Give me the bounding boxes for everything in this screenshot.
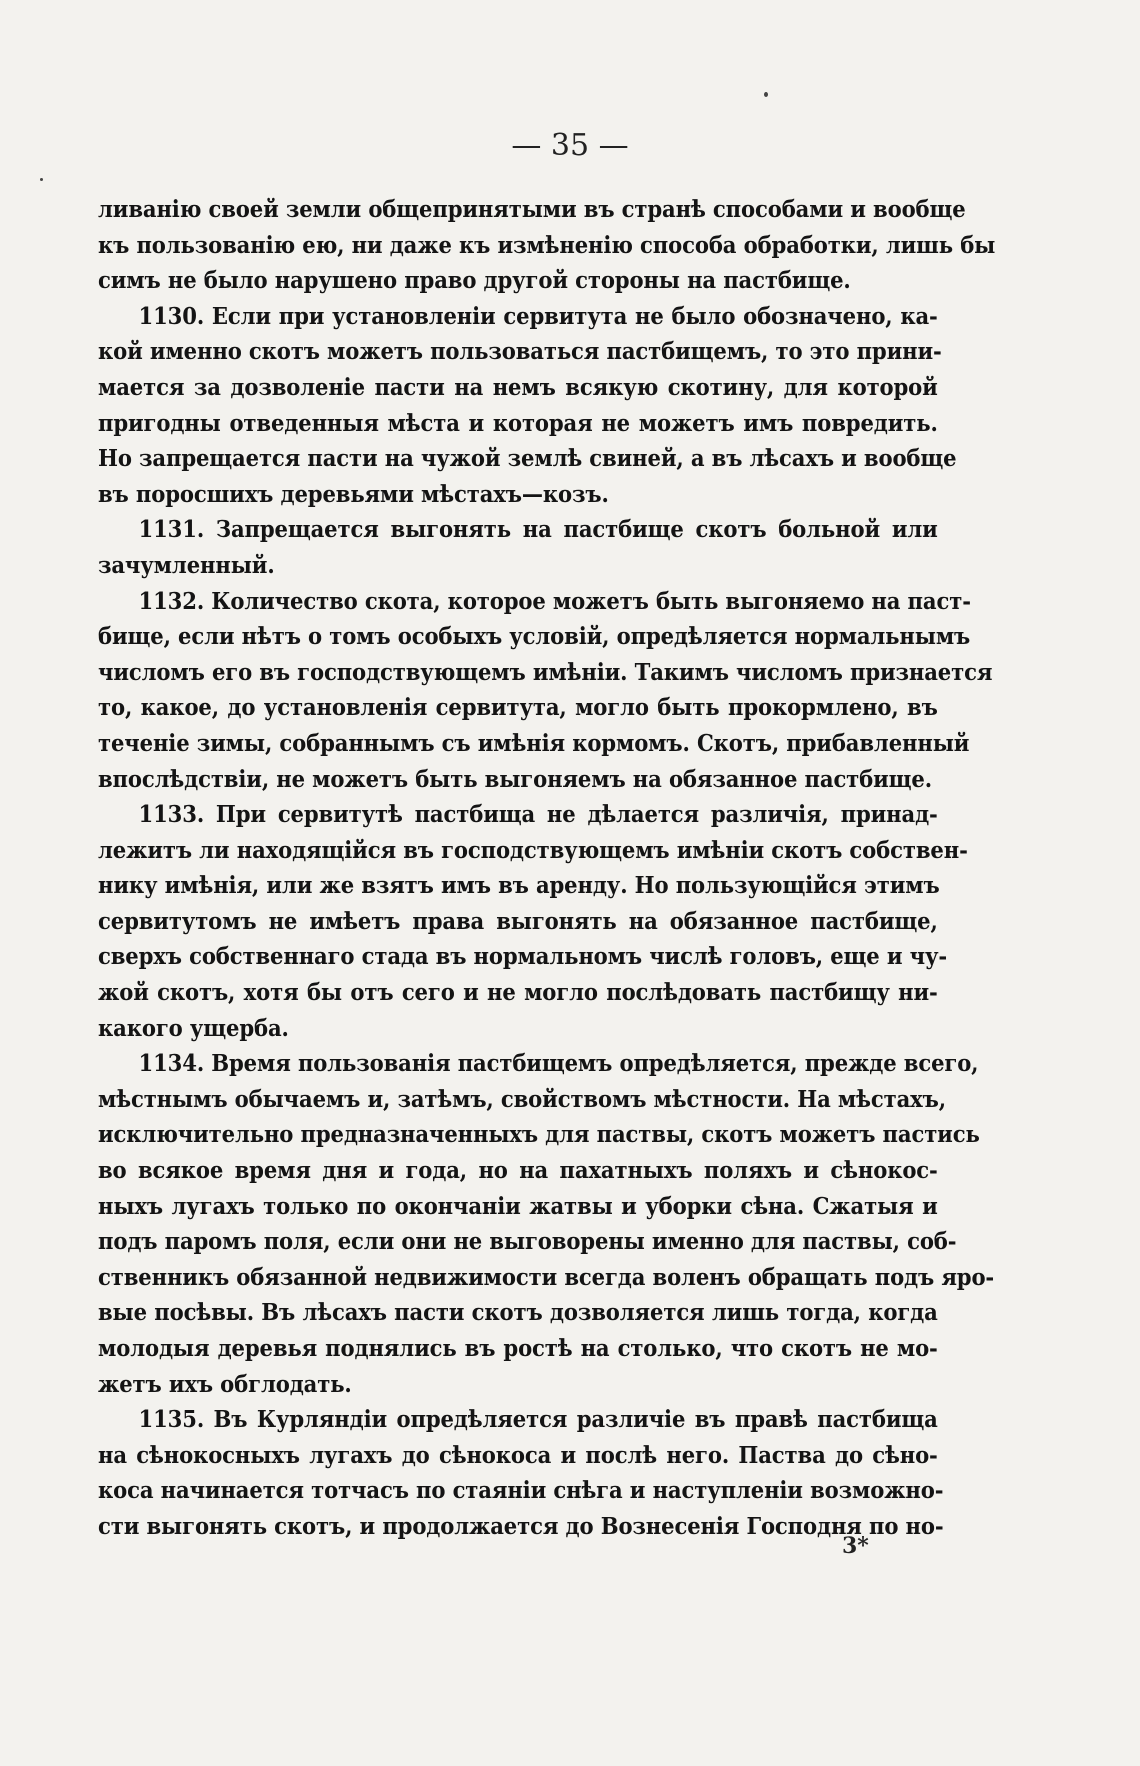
text-line: подъ паромъ поля, если они не выговорены именно для паствы, соб- [98, 1227, 957, 1256]
text-line: ныхъ лугахъ только по окончаніи жатвы и уборки сѣна. Сжатыя и [98, 1191, 938, 1220]
text-line: Но запрещается пасти на чужой землѣ свиней, а въ лѣсахъ и вообще [98, 444, 957, 473]
text-line: зачумленный. [98, 550, 275, 579]
text-line: впослѣдствіи, не можетъ быть выгоняемъ на обязанное пастбище. [98, 764, 932, 793]
text-line: числомъ его въ господствующемъ имѣніи. Такимъ числомъ признается [98, 657, 993, 686]
text-line: исключительно предназначенныхъ для паствы, скотъ можетъ пастись [98, 1120, 980, 1149]
text-line: 1130. Если при установленіи сервитута не было обозначено, ка- [138, 301, 938, 330]
ink-speck [40, 178, 43, 181]
text-line: пригодны отведенныя мѣста и которая не можетъ имъ повредить. [98, 408, 938, 437]
text-line: то, какое, до установленія сервитута, могло быть прокормлено, въ [98, 693, 938, 722]
text-line: жой скотъ, хотя бы отъ сего и не могло послѣдовать пастбищу ни- [98, 978, 938, 1007]
body-text [98, 192, 996, 1545]
text-line: вые посѣвы. Въ лѣсахъ пасти скотъ дозволяется лишь тогда, когда [98, 1298, 938, 1327]
ink-speck [764, 92, 768, 97]
signature-mark: 3* [842, 1533, 869, 1559]
text-line: сервитутомъ не имѣетъ права выгонять на обязанное пастбище, [98, 906, 938, 935]
text-line: кой именно скотъ можетъ пользоваться пастбищемъ, то это прини- [98, 337, 942, 366]
text-line: ственникъ обязанной недвижимости всегда воленъ обращать подъ яро- [98, 1262, 995, 1291]
text-line: 1131. Запрещается выгонять на пастбище скотъ больной или [138, 515, 938, 544]
text-line: какого ущерба. [98, 1013, 289, 1042]
text-line: сти выгонять скотъ, и продолжается до Вознесенія Господня по но- [98, 1511, 944, 1540]
text-line: жетъ ихъ обглодать. [98, 1369, 352, 1398]
text-line: во всякое время дня и года, но на пахатныхъ поляхъ и сѣнокос- [98, 1156, 938, 1185]
text-line: коса начинается тотчасъ по стаяніи снѣга и наступленіи возможно- [98, 1476, 944, 1505]
text-line: мается за дозволеніе пасти на немъ всякую скотину, для которой [98, 372, 938, 401]
text-line: 1135. Въ Курляндіи опредѣляется различіе въ правѣ пастбища [138, 1405, 938, 1434]
text-line: 1134. Время пользованія пастбищемъ опредѣляется, прежде всего, [138, 1049, 979, 1078]
text-line: молодыя деревья поднялись въ ростѣ на столько, что скотъ не мо- [98, 1334, 938, 1362]
text-line: къ пользованію ею, ни даже къ измѣненію способа обработки, лишь бы [98, 230, 996, 259]
text-line: сверхъ собственнаго стада въ нормальномъ числѣ головъ, еще и чу- [98, 942, 948, 971]
text-line: мѣстнымъ обычаемъ и, затѣмъ, свойствомъ мѣстности. На мѣстахъ, [98, 1084, 946, 1113]
text-line: теченіе зимы, собраннымъ съ имѣнія кормомъ. Скотъ, прибавленный [98, 728, 970, 757]
text-line: лежитъ ли находящійся въ господствующемъ имѣніи скотъ собствен- [98, 835, 968, 864]
text-line: на сѣнокосныхъ лугахъ до сѣнокоса и послѣ него. Паства до сѣно- [98, 1440, 938, 1469]
page-number: — 35 — [511, 128, 629, 163]
text-line: въ поросшихъ деревьями мѣстахъ—козъ. [98, 479, 609, 508]
text-line: бище, если нѣтъ о томъ особыхъ условій, опредѣляется нормальнымъ [98, 622, 971, 651]
text-line: 1133. При сервитутѣ пастбища не дѣлается различія, принад- [138, 800, 938, 829]
text-line: симъ не было нарушено право другой стороны на пастбище. [98, 266, 851, 295]
text-line: ливанію своей земли общепринятыми въ странѣ способами и вообще [98, 195, 966, 223]
text-line: 1132. Количество скота, которое можетъ быть выгоняемо на паст- [138, 586, 971, 615]
text-line: нику имѣнія, или же взятъ имъ въ аренду. Но пользующійся этимъ [98, 871, 940, 900]
